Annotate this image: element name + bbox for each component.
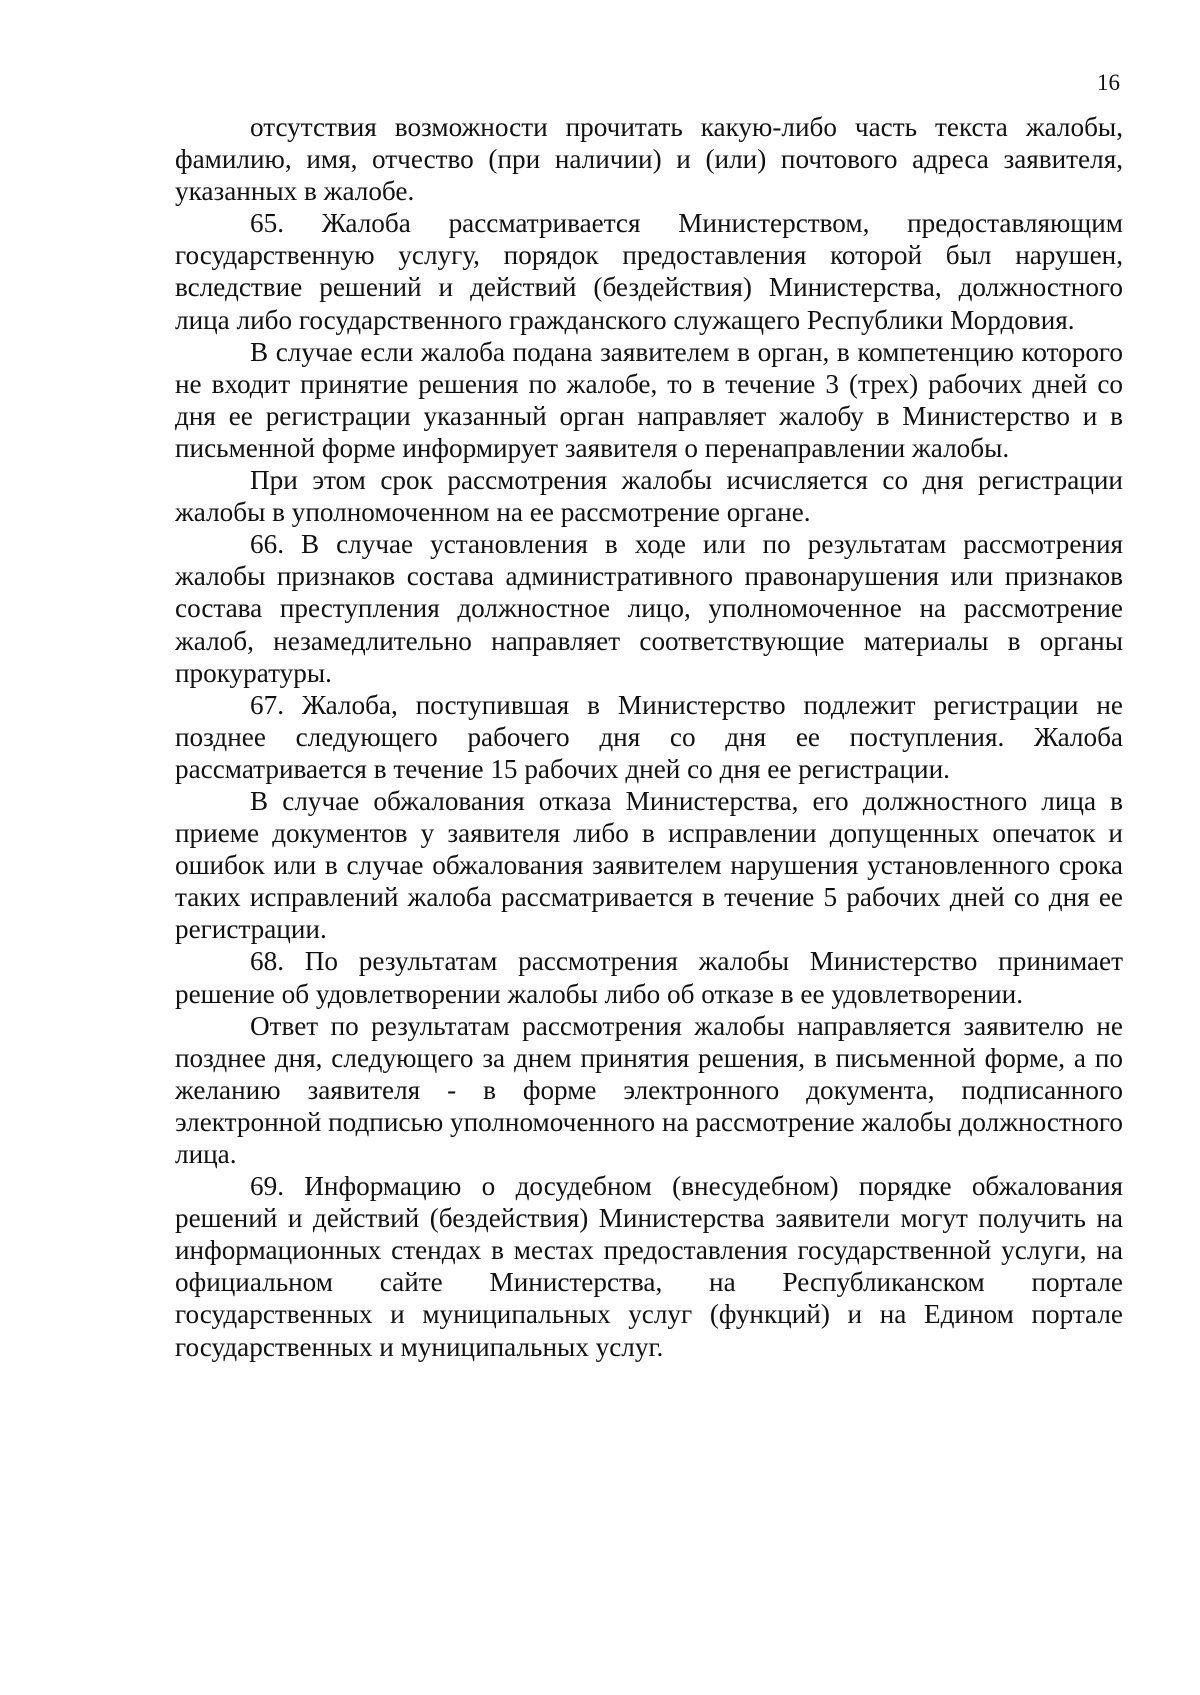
paragraph-65-forwarding: В случае если жалоба подана заявителем в орган, в компетенцию которого не входит принятие решения по жалобе, то в течение 3 (трех) рабочих дней со дня ее регистрации указанный орган направляет жалобу в Министерство и в письменной форме информирует заявителя о перенаправлении жалобы.: [175, 336, 1123, 463]
paragraph-67-refusal: В случае обжалования отказа Министерства, его должностного лица в приеме документов у заявителя либо в исправлении допущенных опечаток и ошибок или в случае обжалования заявителем нарушения установленного срока таких исправлений жалоба рассматривается в течение 5 рабочих дней со дня ее регистрации.: [175, 785, 1123, 945]
paragraph-68: 68. По результатам рассмотрения жалобы Министерство принимает решение об удовлетворении жалобы либо об отказе в ее удовлетворении.: [175, 946, 1123, 1009]
paragraph-67: 67. Жалоба, поступившая в Министерство подлежит регистрации не позднее следующего рабочего дня со дня ее поступления. Жалоба рассматривается в течение 15 рабочих дней со дня ее регистрации.: [175, 689, 1123, 784]
paragraph-continuation: отсутствия возможности прочитать какую-либо часть текста жалобы, фамилию, имя, отчество (при наличии) и (или) почтового адреса заявителя, указанных в жалобе.: [175, 112, 1123, 207]
paragraph-69: 69. Информацию о досудебном (внесудебном) порядке обжалования решений и действий (бездействия) Министерства заявители могут получить на информационных стендах в местах предоставления государственной услуги, на официальном сайте Министерства, на Республиканском портале государственных и муниципальных услуг (функций) и на Едином портале государственных и муниципальных услуг.: [175, 1171, 1123, 1362]
paragraph-66: 66. В случае установления в ходе или по результатам рассмотрения жалобы признаков состава административного правонарушения или признаков состава преступления должностное лицо, уполномоченное на рассмотрение жалоб, незамедлительно направляет соответствующие материалы в органы прокуратуры.: [175, 529, 1123, 688]
paragraph-68-answer: Ответ по результатам рассмотрения жалобы направляется заявителю не позднее дня, следующего за днем принятия решения, в письменной форме, а по желанию заявителя - в форме электронного документа, подписанного электронной подписью уполномоченного на рассмотрение жалобы должностного лица.: [175, 1010, 1123, 1169]
paragraph-65-term: При этом срок рассмотрения жалобы исчисляется со дня регистрации жалобы в уполномоченном на ее рассмотрение органе.: [175, 465, 1123, 528]
document-body: [175, 111, 1123, 1363]
paragraph-65: 65. Жалоба рассматривается Министерством, предоставляющим государственную услугу, порядок предоставления которой был нарушен, вследствие решений и действий (бездействия) Министерства, должностного лица либо государственного гражданского служащего Республики Мордовия.: [175, 208, 1123, 335]
page-number: 16: [1097, 70, 1120, 95]
